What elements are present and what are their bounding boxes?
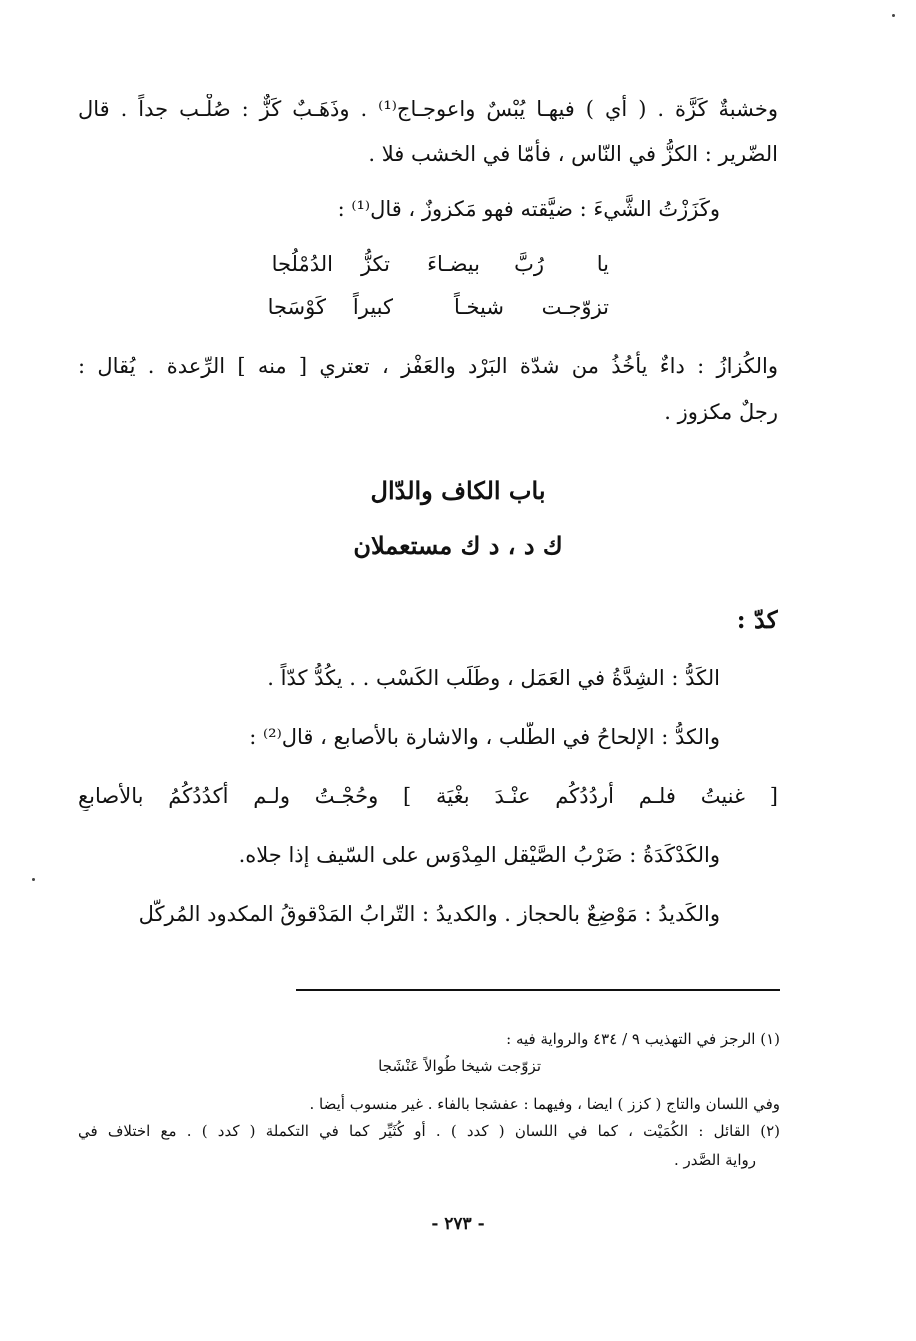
verse-1-line-1-word-1: يا (596, 252, 609, 276)
entry-line-1: الكَدُّ : الشِدَّةُ في العَمَل ، وطَلَب الكَسْب . . يكُدُّ كدّاً . (267, 666, 720, 690)
paragraph-3-line-1: والكُزازُ : داءٌ يأخُذُ من شدّة البَرْد والعَفْز ، تعتري [ منه ] الرِّعدة . يُقال : (78, 354, 778, 378)
paragraph-1-line-1: وخشبةٌ كَزَّة . ( أي ) فيهـا يُبْسٌ واعوجـاج⁽¹⁾ . وذَهَـبٌ كَزٌّ : صُلْـب جداً . قال (78, 97, 778, 121)
scan-speck (32, 878, 35, 881)
verse-1-line-1-word-5: الدُمْلُجا (271, 252, 333, 276)
paragraph-3-line-2: رجلٌ مكزوز . (664, 400, 778, 424)
verse-1-line-2-word-2: شيخـاً (453, 295, 504, 319)
scan-speck (892, 14, 895, 17)
footnote-1-quote: تزوّجت شيخا طُوالاً عَنْشَجا (378, 1057, 541, 1075)
footnote-separator (296, 989, 780, 991)
verse-1-line-2-word-4: كَوْسَجا (267, 295, 326, 319)
paragraph-1-line-2: الضّرير : الكزُّ في النّاس ، فأمّا في الخشب فلا . (368, 142, 778, 166)
verse-1-line-2-word-3: كبيراً (352, 295, 393, 319)
subheading: ك د ، د ك مستعملان (353, 531, 563, 560)
verse-1-line-1-word-2: رُبَّ (514, 252, 544, 276)
footnote-2-line-2: رواية الصَّدر . (673, 1151, 756, 1169)
entry-line-3: والكَدْكَدَةُ : ضَرْبُ الصَّيْقل المِدْوَس على السّيف إذا جلاه. (238, 843, 720, 867)
paragraph-2-line-1: وكَزَزْتُ الشَّيءَ : ضيَّقته فهو مَكزوزٌ ، قال⁽¹⁾ : (337, 197, 720, 221)
page-number: - ٢٧٣ - (431, 1214, 485, 1234)
verse-1-line-2-word-1: تزوّجـت (541, 295, 609, 319)
entry-line-2: والكدُّ : الإلحاحُ في الطّلب ، والاشارة بالأصابع ، قال⁽²⁾ : (249, 725, 720, 749)
footnote-2-line-1: (٢) القائل : الكُمَيْت ، كما في اللسان ( كدد ) . أو كُثَيِّر كما في التكملة ( كدد ) . مع اختلاف في (78, 1122, 780, 1140)
footnote-1-line-3: وفي اللسان والتاج ( كزز ) ايضا ، وفيهما : عفشجا بالفاء . غير منسوب أيضا . (309, 1095, 780, 1113)
verse-1-line-1-word-4: تكزُّ (360, 252, 390, 276)
entry-headword: كدّ : (736, 605, 778, 634)
entry-line-4: والكَديدُ : مَوْضِعٌ بالحجاز . والكديدُ : التّرابُ المَدْقوقُ المكدود المُركَّل (138, 902, 720, 926)
chapter-heading: باب الكاف والدّال (370, 476, 546, 505)
verse-1-line-1-word-3: بيضـاءَ (427, 252, 480, 276)
entry-verse: [ غنيتُ فلـم أردُدُكُم عنْـدَ بغْيَة ] وحُجْـتُ ولـم أكدُدُكُمُ بالأصابعِ (78, 784, 778, 808)
footnote-1-line-1: (١) الرجز في التهذيب ٩ / ٤٣٤ والرواية فيه : (506, 1030, 780, 1048)
